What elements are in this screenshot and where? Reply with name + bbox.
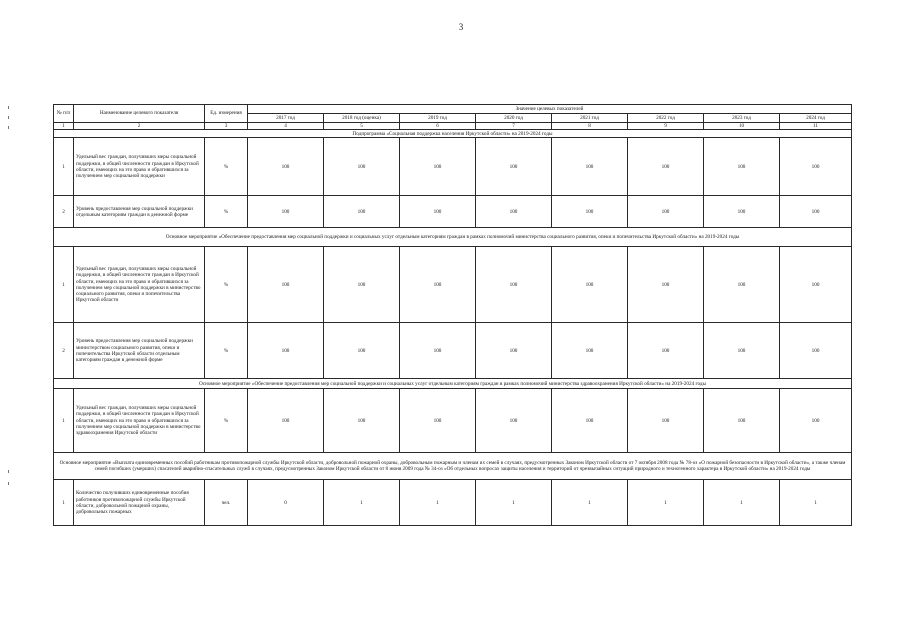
header-values-group: Значение целевых показателей	[248, 105, 852, 114]
row-value: 100	[780, 389, 852, 453]
row-value: 100	[704, 323, 780, 379]
header-row-1	[54, 105, 852, 114]
row-num: 2	[54, 323, 74, 379]
row-value: 100	[552, 247, 628, 323]
row-value: 100	[400, 247, 476, 323]
row-value: 100	[704, 247, 780, 323]
indicator-row	[54, 196, 852, 228]
row-value: 100	[324, 323, 400, 379]
row-value: 100	[400, 138, 476, 196]
row-num: 1	[54, 247, 74, 323]
row-unit: чел.	[205, 480, 248, 526]
indicator-row	[54, 389, 852, 453]
row-value: 100	[628, 138, 704, 196]
row-value: 1	[704, 480, 780, 526]
row-name: Количество получивших единовременные пособия работников противопожарной службы Иркутской области, добровольной пожарной охраны, добровольных пожарных	[74, 480, 205, 526]
column-number: 6	[400, 123, 476, 130]
row-value: 100	[476, 389, 552, 453]
row-value: 100	[248, 138, 324, 196]
row-value: 100	[780, 196, 852, 228]
column-number: 7	[476, 123, 552, 130]
row-name: Уровень предоставления мер социальной поддержки отдельным категориям граждан в денежной форме	[74, 196, 205, 228]
row-unit: %	[205, 247, 248, 323]
section-title-row	[54, 130, 852, 138]
row-unit: %	[205, 138, 248, 196]
row-value: 100	[552, 389, 628, 453]
section-title: Основное мероприятие «Выплата единовременных пособий работникам противопожарной службы Иркутской области, добровольной пожарной охраны, добровольным пожарным и членам их семей в случаях, предусмотренных Законом Иркутской области от 7 октября 2008 года № 78-оз «О пожарной безопасности в Иркутской области», а также членам семей погибших (умерших) спасателей аварийно-спасательных служб в случаях, предусмотренных Законом Иркутской области от 8 июня 2009 года № 34-оз «Об отдельных вопросах защиты населения и территорий от чрезвычайных ситуаций природного и техногенного характера в Иркутской области» на 2019-2024 годы	[54, 453, 852, 480]
header-year: 2022 год	[628, 114, 704, 123]
scan-mark	[8, 470, 9, 473]
row-value: 100	[552, 196, 628, 228]
row-value: 100	[704, 196, 780, 228]
header-year: 2021 год	[552, 114, 628, 123]
scan-mark	[8, 116, 9, 119]
scan-mark	[8, 126, 9, 129]
row-name: Уровень предоставления мер социальной поддержки министерством социального развития, опеки и попечительства Иркутской области отдельным категориям граждан в денежной форме	[74, 323, 205, 379]
row-value: 1	[552, 480, 628, 526]
row-value: 100	[324, 247, 400, 323]
row-value: 100	[628, 389, 704, 453]
row-value: 100	[248, 389, 324, 453]
row-value: 100	[552, 138, 628, 196]
header-year: 2017 год	[248, 114, 324, 123]
row-value: 100	[704, 138, 780, 196]
row-value: 100	[400, 389, 476, 453]
row-value: 100	[324, 389, 400, 453]
row-num: 2	[54, 196, 74, 228]
row-value: 100	[704, 389, 780, 453]
row-value: 100	[476, 323, 552, 379]
row-value: 100	[248, 196, 324, 228]
row-value: 0	[248, 480, 324, 526]
row-value: 100	[248, 247, 324, 323]
header-num: № п/п	[54, 105, 74, 123]
column-number: 5	[324, 123, 400, 130]
row-value: 100	[780, 138, 852, 196]
row-value: 100	[628, 196, 704, 228]
row-value: 100	[476, 247, 552, 323]
row-name: Удельный вес граждан, получивших меры социальной поддержки, в общей численности граждан в Иркутской области, имеющих на это право и обратившихся за получением мер социальной поддержки	[74, 138, 205, 196]
column-number: 11	[780, 123, 852, 130]
section-title-row	[54, 453, 852, 480]
row-value: 100	[780, 323, 852, 379]
row-value: 1	[400, 480, 476, 526]
row-num: 1	[54, 389, 74, 453]
column-numbers-row	[54, 123, 852, 130]
column-number: 4	[248, 123, 324, 130]
page-number: 3	[458, 22, 464, 32]
row-unit: %	[205, 196, 248, 228]
row-value: 100	[400, 323, 476, 379]
indicator-row	[54, 138, 852, 196]
column-number: 1	[54, 123, 74, 130]
row-value: 1	[476, 480, 552, 526]
indicators-table	[53, 104, 852, 526]
row-unit: %	[205, 389, 248, 453]
row-num: 1	[54, 480, 74, 526]
row-value: 1	[628, 480, 704, 526]
section-title: Основное мероприятие «Обеспечение предоставления мер социальной поддержки и социальных услуг отдельным категориям граждан в рамках полномочий министерства социального развития, опеки и попечительства Иркутской области» на 2019-2024 годы	[54, 228, 852, 247]
section-title-row	[54, 228, 852, 247]
indicator-row	[54, 323, 852, 379]
row-num: 1	[54, 138, 74, 196]
row-value: 100	[628, 247, 704, 323]
header-name: Наименование целевого показателя	[74, 105, 205, 123]
section-title: Основное мероприятие «Обеспечение предоставления мер социальной поддержки и социальных услуг отдельным категориям граждан в рамках полномочий министерства здравоохранения Иркутской области» на 2019-2024 годы	[54, 379, 852, 389]
row-value: 100	[400, 196, 476, 228]
row-name: Удельный вес граждан, получивших меры социальной поддержки, в общей численности граждан в Иркутской области, имеющих на это право и обратившихся за получением мер социальной поддержки в министерство здравоохранения Иркутской области	[74, 389, 205, 453]
section-title-row	[54, 379, 852, 389]
row-value: 100	[476, 138, 552, 196]
row-value: 100	[324, 196, 400, 228]
header-year: 2023 год	[704, 114, 780, 123]
section-title: Подпрограмма «Социальная поддержка населения Иркутской области» на 2019-2024 годы	[54, 130, 852, 138]
row-value: 100	[324, 138, 400, 196]
scan-mark	[8, 482, 9, 485]
row-value: 100	[476, 196, 552, 228]
header-unit: Ед. измерения	[205, 105, 248, 123]
column-number: 3	[205, 123, 248, 130]
row-value: 100	[248, 323, 324, 379]
row-value: 100	[780, 247, 852, 323]
header-year: 2018 год (оценка)	[324, 114, 400, 123]
indicator-row	[54, 247, 852, 323]
row-value: 1	[324, 480, 400, 526]
row-value: 100	[552, 323, 628, 379]
row-unit: %	[205, 323, 248, 379]
indicator-row	[54, 480, 852, 526]
row-value: 100	[628, 323, 704, 379]
row-name: Удельный вес граждан, получивших меры социальной поддержки, в общей численности граждан в Иркутской области, имеющих на это право и обратившихся за получением мер социальной поддержки в министерство социального развития, опеки и попечительства Иркутской области	[74, 247, 205, 323]
row-value: 1	[780, 480, 852, 526]
header-year: 2020 год	[476, 114, 552, 123]
column-number: 9	[628, 123, 704, 130]
column-number: 8	[552, 123, 628, 130]
column-number: 2	[74, 123, 205, 130]
header-year: 2019 год	[400, 114, 476, 123]
column-number: 10	[704, 123, 780, 130]
header-year: 2024 год	[780, 114, 852, 123]
scan-mark	[8, 106, 9, 109]
